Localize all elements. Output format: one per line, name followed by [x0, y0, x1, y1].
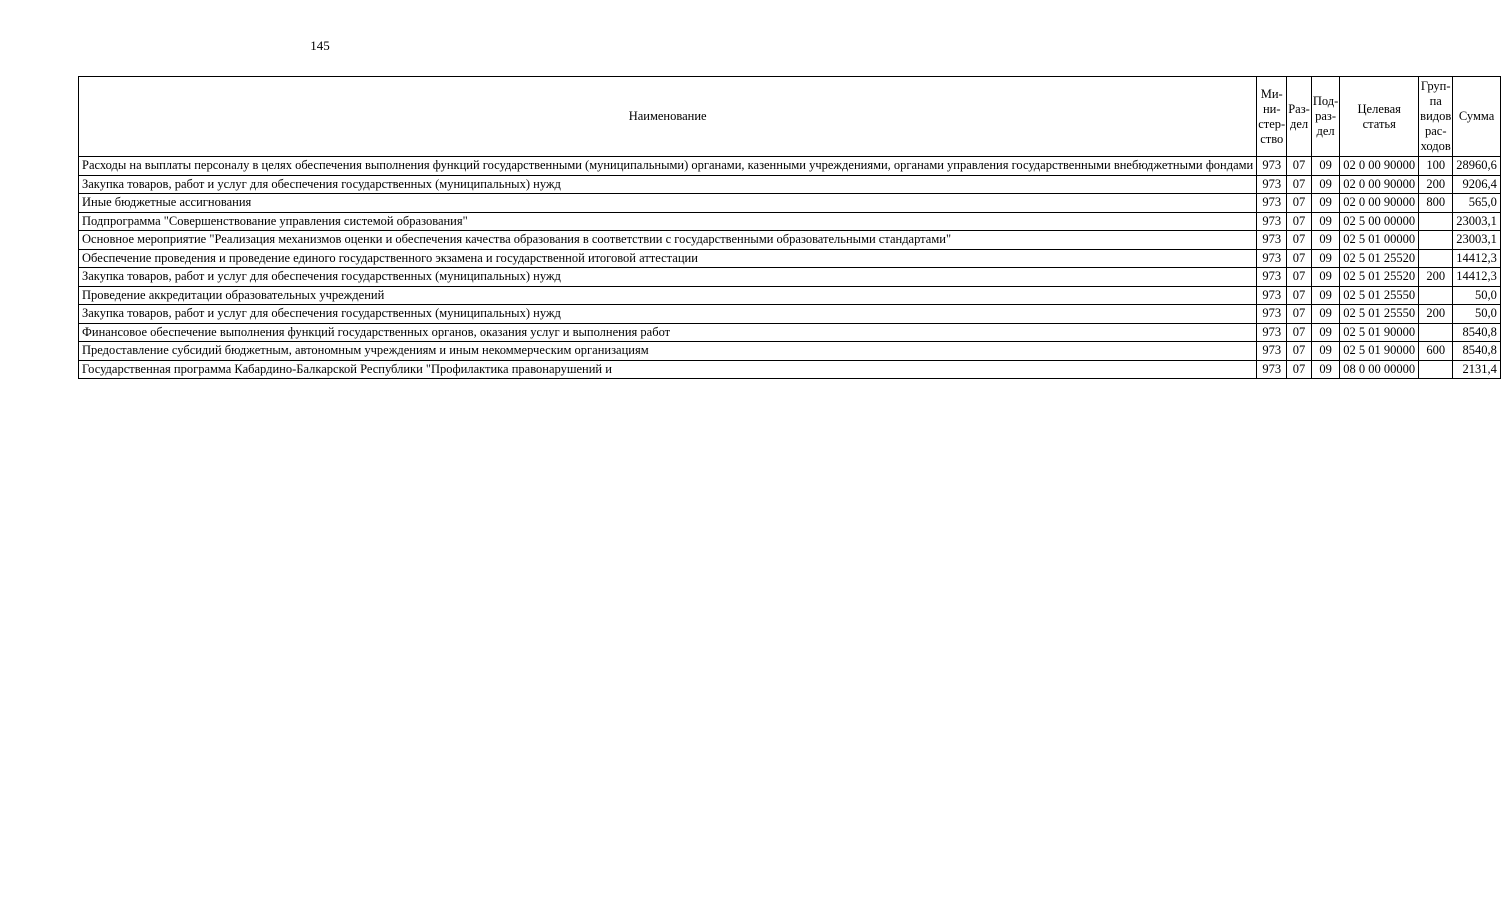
row-sum: 23003,1 [1453, 212, 1501, 231]
row-name: Финансовое обеспечение выполнения функций государственных органов, оказания услуг и выполнения работ [79, 323, 1257, 342]
row-group: 200 [1419, 268, 1453, 287]
row-target: 02 5 01 90000 [1340, 342, 1419, 361]
table-row [79, 286, 1501, 305]
row-group [1419, 231, 1453, 250]
row-subsection: 09 [1311, 323, 1339, 342]
table-row [79, 175, 1501, 194]
table-row [79, 305, 1501, 324]
row-target: 02 0 00 90000 [1340, 194, 1419, 213]
row-target: 02 5 01 25520 [1340, 268, 1419, 287]
header-ministry: Ми- ни- стер- ство [1257, 77, 1287, 157]
row-sum: 14412,3 [1453, 249, 1501, 268]
row-section: 07 [1287, 342, 1312, 361]
header-target: Целевая статья [1340, 77, 1419, 157]
row-target: 02 0 00 90000 [1340, 157, 1419, 176]
row-sum: 8540,8 [1453, 342, 1501, 361]
table-row [79, 268, 1501, 287]
row-subsection: 09 [1311, 268, 1339, 287]
row-group [1419, 286, 1453, 305]
row-section: 07 [1287, 360, 1312, 379]
row-group: 200 [1419, 175, 1453, 194]
row-section: 07 [1287, 268, 1312, 287]
row-sum: 50,0 [1453, 286, 1501, 305]
row-ministry: 973 [1257, 323, 1287, 342]
table-row [79, 231, 1501, 250]
row-ministry: 973 [1257, 249, 1287, 268]
table-row [79, 157, 1501, 176]
row-sum: 565,0 [1453, 194, 1501, 213]
row-group: 800 [1419, 194, 1453, 213]
budget-table [78, 76, 1501, 379]
row-ministry: 973 [1257, 194, 1287, 213]
row-ministry: 973 [1257, 175, 1287, 194]
row-target: 02 5 01 00000 [1340, 231, 1419, 250]
row-name: Проведение аккредитации образовательных учреждений [79, 286, 1257, 305]
row-name: Основное мероприятие "Реализация механизмов оценки и обеспечения качества образования в соответствии с государственными образовательными стандартами" [79, 231, 1257, 250]
table-row [79, 323, 1501, 342]
table-row [79, 342, 1501, 361]
row-subsection: 09 [1311, 231, 1339, 250]
table-row [79, 360, 1501, 379]
row-name: Расходы на выплаты персоналу в целях обеспечения выполнения функций государственными (муниципальными) органами, казенными учреждениями, органами управления государственными внебюджетными фондами [79, 157, 1257, 176]
row-target: 02 5 00 00000 [1340, 212, 1419, 231]
row-group [1419, 323, 1453, 342]
row-target: 02 5 01 25550 [1340, 305, 1419, 324]
table-body [79, 157, 1501, 379]
table-row [79, 249, 1501, 268]
row-name: Закупка товаров, работ и услуг для обеспечения государственных (муниципальных) нужд [79, 268, 1257, 287]
row-sum: 23003,1 [1453, 231, 1501, 250]
row-sum: 28960,6 [1453, 157, 1501, 176]
row-name: Государственная программа Кабардино-Балкарской Республики "Профилактика правонарушений и [79, 360, 1257, 379]
row-ministry: 973 [1257, 212, 1287, 231]
row-ministry: 973 [1257, 360, 1287, 379]
row-subsection: 09 [1311, 286, 1339, 305]
row-target: 02 5 01 25520 [1340, 249, 1419, 268]
row-subsection: 09 [1311, 360, 1339, 379]
row-name: Обеспечение проведения и проведение единого государственного экзамена и государственной итоговой аттестации [79, 249, 1257, 268]
row-section: 07 [1287, 231, 1312, 250]
row-ministry: 973 [1257, 286, 1287, 305]
row-section: 07 [1287, 175, 1312, 194]
row-section: 07 [1287, 286, 1312, 305]
row-name: Закупка товаров, работ и услуг для обеспечения государственных (муниципальных) нужд [79, 305, 1257, 324]
row-section: 07 [1287, 194, 1312, 213]
row-subsection: 09 [1311, 305, 1339, 324]
row-target: 02 0 00 90000 [1340, 175, 1419, 194]
row-name: Иные бюджетные ассигнования [79, 194, 1257, 213]
row-name: Закупка товаров, работ и услуг для обеспечения государственных (муниципальных) нужд [79, 175, 1257, 194]
header-group: Груп- па видов рас- ходов [1419, 77, 1453, 157]
row-name: Предоставление субсидий бюджетным, автономным учреждениям и иным некоммерческим организациям [79, 342, 1257, 361]
row-group [1419, 212, 1453, 231]
page-number: 145 [310, 38, 330, 53]
row-group: 200 [1419, 305, 1453, 324]
row-group [1419, 360, 1453, 379]
row-group: 100 [1419, 157, 1453, 176]
header-row [79, 77, 1501, 157]
row-section: 07 [1287, 249, 1312, 268]
row-ministry: 973 [1257, 268, 1287, 287]
row-ministry: 973 [1257, 157, 1287, 176]
row-ministry: 973 [1257, 342, 1287, 361]
row-target: 02 5 01 90000 [1340, 323, 1419, 342]
row-sum: 8540,8 [1453, 323, 1501, 342]
header-name: Наименование [79, 77, 1257, 157]
row-subsection: 09 [1311, 175, 1339, 194]
row-section: 07 [1287, 157, 1312, 176]
header-subsection: Под- раз- дел [1311, 77, 1339, 157]
row-subsection: 09 [1311, 249, 1339, 268]
row-group [1419, 249, 1453, 268]
row-sum: 9206,4 [1453, 175, 1501, 194]
header-section: Раз- дел [1287, 77, 1312, 157]
row-ministry: 973 [1257, 305, 1287, 324]
row-section: 07 [1287, 212, 1312, 231]
row-sum: 14412,3 [1453, 268, 1501, 287]
row-subsection: 09 [1311, 157, 1339, 176]
table-row [79, 194, 1501, 213]
row-sum: 2131,4 [1453, 360, 1501, 379]
row-target: 08 0 00 00000 [1340, 360, 1419, 379]
row-ministry: 973 [1257, 231, 1287, 250]
row-subsection: 09 [1311, 342, 1339, 361]
row-subsection: 09 [1311, 212, 1339, 231]
row-subsection: 09 [1311, 194, 1339, 213]
row-group: 600 [1419, 342, 1453, 361]
row-sum: 50,0 [1453, 305, 1501, 324]
row-name: Подпрограмма "Совершенствование управления системой образования" [79, 212, 1257, 231]
row-target: 02 5 01 25550 [1340, 286, 1419, 305]
header-sum: Сумма [1453, 77, 1501, 157]
row-section: 07 [1287, 305, 1312, 324]
row-section: 07 [1287, 323, 1312, 342]
table-row [79, 212, 1501, 231]
